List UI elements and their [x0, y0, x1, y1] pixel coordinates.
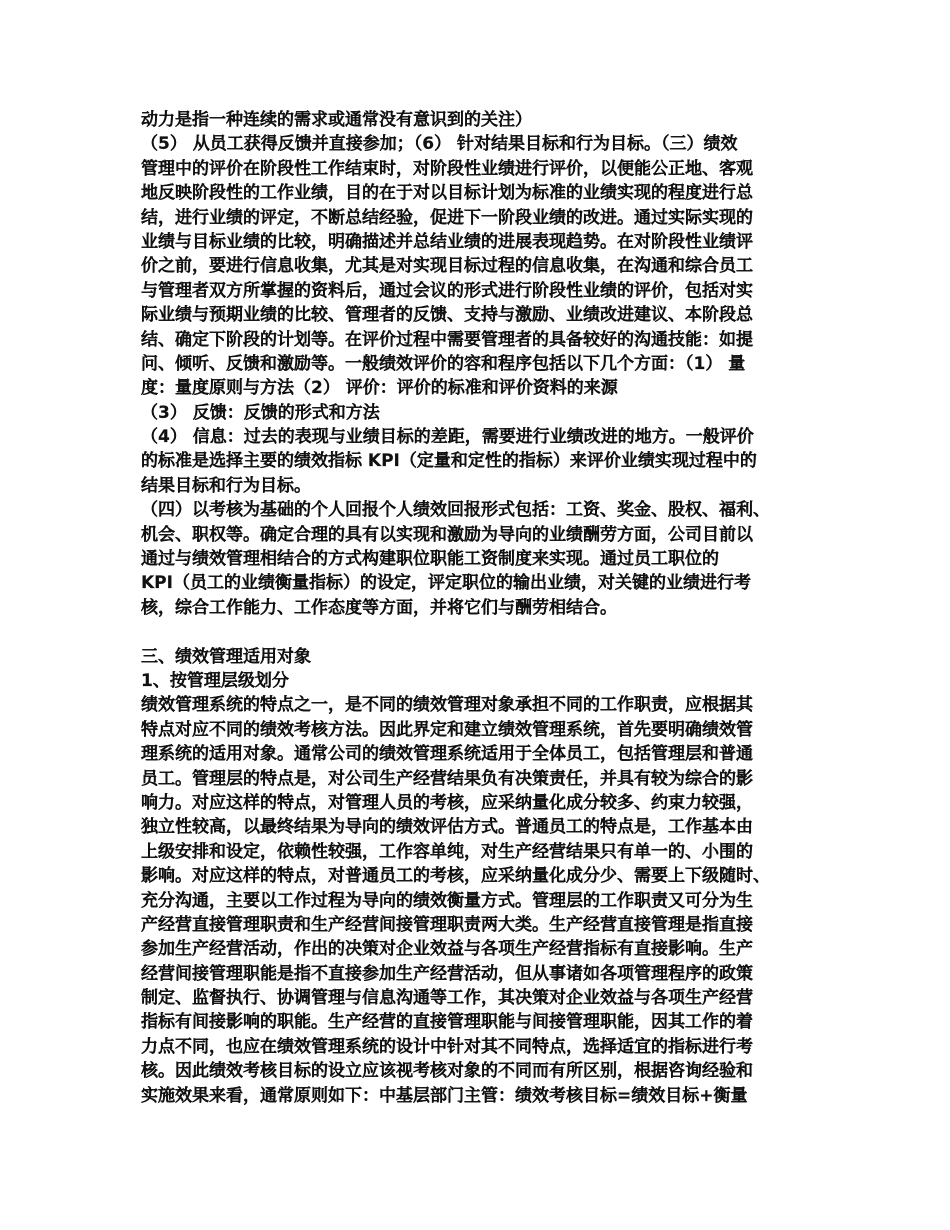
- text-line: 指标有间接影响的职能。生产经营的直接管理职能与间接管理职能，因其工作的着: [141, 1012, 753, 1033]
- paragraph-block-2: [141, 645, 821, 1157]
- text-line: 业绩与目标业绩的比较，明确描述并总结业绩的进展表现趋势。在对阶段性业绩评: [141, 231, 753, 252]
- text-line: （四）以考核为基础的个人回报个人绩效回报形式包括：工资、奖金、股权、福利、: [141, 500, 770, 521]
- text-line: 参加生产经营活动，作出的决策对企业效益与各项生产经营指标有直接影响。生产: [141, 939, 753, 960]
- text-line: 员工。管理层的特点是，对公司生产经营结果负有决策责任，并具有较为综合的影: [141, 768, 753, 789]
- text-line: 结，进行业绩的评定，不断总结经验，促进下一阶段业绩的改进。通过实际实现的: [141, 207, 753, 228]
- text-line: 的标准是选择主要的绩效指标 KPI（定量和定性的指标）来评价业绩实现过程中的: [141, 451, 757, 472]
- document-page: [141, 108, 821, 1157]
- subsection-heading: 1、按管理层级划分: [141, 670, 289, 691]
- text-line: KPI（员工的业绩衡量指标）的设定，评定职位的输出业绩，对关键的业绩进行考: [141, 573, 751, 594]
- text-line: 理系统的适用对象。通常公司的绩效管理系统适用于全体员工，包括管理层和普通: [141, 744, 753, 765]
- text-line: 经营间接管理职能是指不直接参加生产经营活动，但从事诸如各项管理程序的政策: [141, 963, 753, 984]
- text-line: 核，综合工作能力、工作态度等方面，并将它们与酬劳相结合。: [141, 597, 617, 618]
- text-line: 影响。对应这样的特点，对普通员工的考核，应采纳量化成分少、需要上下级随时、: [141, 866, 770, 887]
- text-line: 特点对应不同的绩效考核方法。因此界定和建立绩效管理系统，首先要明确绩效管: [141, 719, 753, 740]
- text-line: 绩效管理系统的特点之一，是不同的绩效管理对象承担不同的工作职责，应根据其: [141, 695, 753, 716]
- text-line: 度：量度原则与方法（2） 评价：评价的标准和评价资料的来源: [141, 378, 618, 399]
- text-line: 动力是指一种连续的需求或通常没有意识到的关注）: [141, 110, 532, 130]
- text-line: 问、倾听、反馈和激励等。一般绩效评价的容和程序包括以下几个方面：（1） 量: [141, 353, 746, 374]
- text-line: 机会、职权等。确定合理的具有以实现和激励为导向的业绩酬劳方面，公司目前以: [141, 524, 753, 545]
- text-line: 核。因此绩效考核目标的设立应该视考核对象的不同而有所区别，根据咨询经验和: [141, 1061, 753, 1082]
- text-line: （4） 信息：过去的表现与业绩目标的差距，需要进行业绩改进的地方。一般评价: [141, 427, 754, 448]
- text-line: 实施效果来看，通常原则如下：中基层部门主管：绩效考核目标=绩效目标+衡量: [141, 1085, 748, 1106]
- text-line: 独立性较高，以最终结果为导向的绩效评估方式。普通员工的特点是，工作基本由: [141, 817, 753, 838]
- paragraph-spacer: [141, 620, 821, 644]
- text-line: （5） 从员工获得反馈并直接参加；（6） 针对结果目标和行为目标。（三）绩效: [141, 134, 738, 155]
- text-line: （3） 反馈：反馈的形式和方法: [141, 402, 380, 423]
- text-line: 管理中的评价在阶段性工作结束时，对阶段性业绩进行评价，以便能公正地、客观: [141, 158, 753, 179]
- text-line: 上级安排和设定，依赖性较强，工作容单纯，对生产经营结果只有单一的、小围的: [141, 841, 753, 862]
- text-line: 制定、监督执行、协调管理与信息沟通等工作，其决策对企业效益与各项生产经营: [141, 988, 753, 1009]
- text-line: [141, 1108, 821, 1132]
- text-line: 地反映阶段性的工作业绩，目的在于对以目标计划为标准的业绩实现的程度进行总: [141, 183, 753, 204]
- text-line: 充分沟通，主要以工作过程为导向的绩效衡量方式。管理层的工作职责又可分为生: [141, 890, 753, 911]
- text-line: 结果目标和行为目标。: [141, 475, 311, 496]
- section-heading: 三、绩效管理适用对象: [141, 646, 311, 667]
- text-line: 响力。对应这样的特点，对管理人员的考核，应采纳量化成分较多、约束力较强，: [141, 792, 753, 813]
- text-line: [141, 1132, 821, 1156]
- text-line: 际业绩与预期业绩的比较、管理者的反馈、支持与激励、业绩改进建议、本阶段总: [141, 305, 753, 326]
- text-line: 与管理者双方所掌握的资料后，通过会议的形式进行阶段性业绩的评价，包括对实: [141, 280, 753, 301]
- text-line: 通过与绩效管理相结合的方式构建职位职能工资制度来实现。通过员工职位的: [141, 549, 719, 570]
- paragraph-block-1: [141, 108, 821, 620]
- text-line: 力点不同，也应在绩效管理系统的设计中针对其不同特点，选择适宜的指标进行考: [141, 1036, 753, 1057]
- text-line: 结、确定下阶段的计划等。在评价过程中需要管理者的具备较好的沟通技能：如提: [141, 329, 753, 350]
- text-line: 价之前，要进行信息收集，尤其是对实现目标过程的信息收集，在沟通和综合员工: [141, 256, 753, 277]
- text-line: 产经营直接管理职责和生产经营间接管理职责两大类。生产经营直接管理是指直接: [141, 914, 753, 935]
